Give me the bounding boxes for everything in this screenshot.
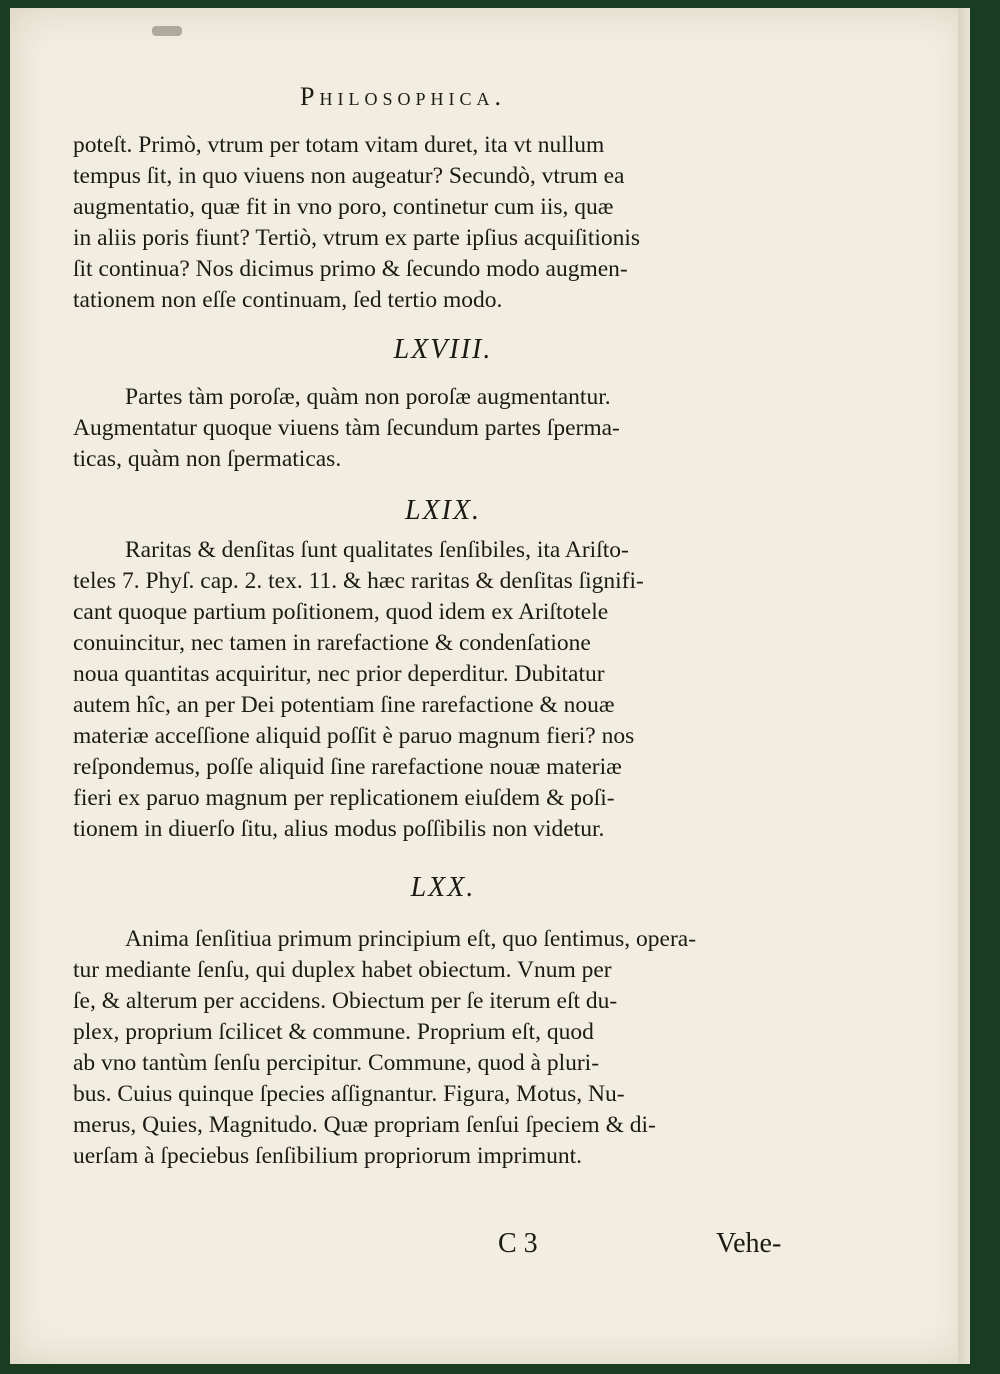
paragraph-lxix: [73, 535, 813, 845]
text-line: materiæ acceſſione aliquid poſſit è paruo magnum fieri? nos: [73, 723, 635, 749]
paragraph-continuation: [73, 130, 813, 316]
text-line: conuincitur, nec tamen in rarefactione & condenſatione: [73, 630, 591, 656]
section-heading-lxx: LXX.: [410, 872, 476, 903]
text-line: poteſt. Primò, vtrum per totam vitam duret, ita vt nullum: [73, 132, 605, 158]
section-heading-lxix: LXIX.: [404, 495, 482, 526]
text-line: Augmentatur quoque viuens tàm ſecundum partes ſperma-: [73, 415, 620, 441]
text-line: cant quoque partium poſitionem, quod idem ex Ariſtotele: [73, 599, 609, 625]
text-line: Raritas & denſitas ſunt qualitates ſenſibiles, ita Ariſto-: [125, 537, 629, 563]
text-line: tationem non eſſe continuam, ſed tertio modo.: [73, 287, 503, 313]
text-line: ſe, & alterum per accidens. Obiectum per ſe iterum eſt du-: [73, 988, 618, 1014]
catchword: Vehe-: [716, 1228, 782, 1259]
running-head: Philosophica.: [300, 82, 506, 111]
text-line: fieri ex paruo magnum per replicationem eiuſdem & poſi-: [73, 785, 615, 811]
page-edge: [958, 8, 970, 1364]
text-line: augmentatio, quæ fit in vno poro, continetur cum iis, quæ: [73, 194, 614, 220]
text-line: tempus ſit, in quo viuens non augeatur? Secundò, vtrum ea: [73, 163, 625, 189]
signature-mark: C 3: [498, 1228, 538, 1259]
text-line: ab vno tantùm ſenſu percipitur. Commune, quod à pluri-: [73, 1050, 600, 1076]
text-line: autem hîc, an per Dei potentiam ſine rarefactione & nouæ: [73, 692, 615, 718]
section-heading-lxviii: LXVIII.: [393, 334, 493, 365]
paragraph-lxviii: [73, 382, 813, 475]
paragraph-lxx: [73, 924, 813, 1172]
ink-smudge: [152, 26, 182, 36]
text-line: merus, Quies, Magnitudo. Quæ propriam ſenſui ſpeciem & di-: [73, 1112, 656, 1138]
text-line: ticas, quàm non ſpermaticas.: [73, 446, 342, 472]
text-line: tionem in diuerſo ſitu, alius modus poſſibilis non videtur.: [73, 816, 605, 842]
text-line: noua quantitas acquiritur, nec prior deperditur. Dubitatur: [73, 661, 605, 687]
text-line: in aliis poris fiunt? Tertiò, vtrum ex parte ipſius acquiſitionis: [73, 225, 641, 251]
text-line: teles 7. Phyſ. cap. 2. tex. 11. & hæc raritas & denſitas ſignifi-: [73, 568, 644, 594]
text-line: uerſam à ſpeciebus ſenſibilium propriorum imprimunt.: [73, 1143, 583, 1169]
text-line: tur mediante ſenſu, qui duplex habet obiectum. Vnum per: [73, 957, 612, 983]
text-line: ſit continua? Nos dicimus primo & ſecundo modo augmen-: [73, 256, 628, 282]
text-line: Partes tàm poroſæ, quàm non poroſæ augmentantur.: [125, 384, 611, 410]
text-line: reſpondemus, poſſe aliquid ſine rarefactione nouæ materiæ: [73, 754, 622, 780]
text-line: plex, proprium ſcilicet & commune. Proprium eſt, quod: [73, 1019, 594, 1045]
text-line: bus. Cuius quinque ſpecies aſſignantur. Figura, Motus, Nu-: [73, 1081, 625, 1107]
text-line: Anima ſenſitiua primum principium eſt, quo ſentimus, opera-: [125, 926, 697, 952]
